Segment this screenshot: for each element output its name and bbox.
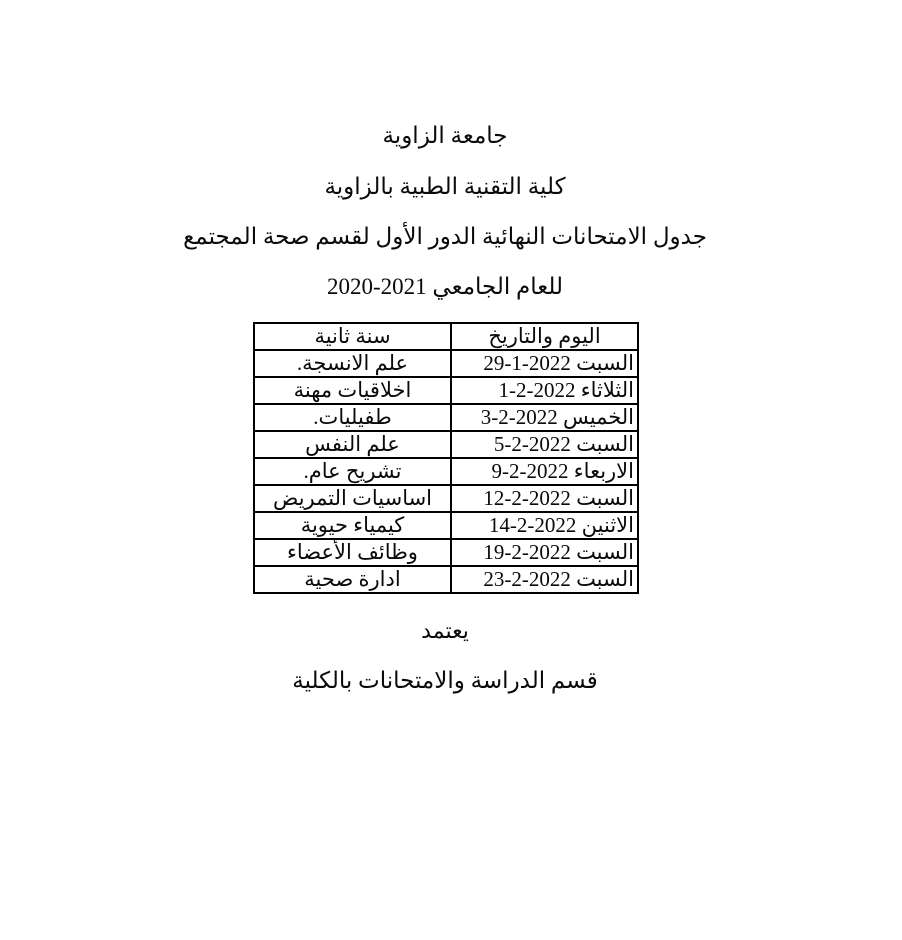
exam-date-cell: الاربعاء 2022-2-9 <box>451 458 638 485</box>
college-title: كلية التقنية الطبية بالزاوية <box>324 174 566 199</box>
exam-subject-cell: علم النفس <box>254 431 451 458</box>
exam-date-cell: الثلاثاء 2022-2-1 <box>451 377 638 404</box>
exam-schedule-table <box>253 322 639 594</box>
exam-subject-cell: تشريح عام. <box>254 458 451 485</box>
table-row <box>254 404 638 431</box>
exam-subject-cell: ادارة صحية <box>254 566 451 593</box>
table-row <box>254 512 638 539</box>
exam-date-cell: الخميس 2022-2-3 <box>451 404 638 431</box>
table-row <box>254 566 638 593</box>
department-signature-label: قسم الدراسة والامتحانات بالكلية <box>292 668 598 693</box>
exam-date-cell: السبت 2022-2-12 <box>451 485 638 512</box>
header-year-two: سنة ثانية <box>254 323 451 350</box>
exam-date-cell: السبت 2022-2-19 <box>451 539 638 566</box>
header-day-date: اليوم والتاريخ <box>451 323 638 350</box>
approval-label: يعتمد <box>421 618 469 643</box>
exam-subject-cell: اساسيات التمريض <box>254 485 451 512</box>
exam-subject-cell: طفيليات. <box>254 404 451 431</box>
exam-subject-cell: وظائف الأعضاء <box>254 539 451 566</box>
exam-date-cell: السبت 2022-2-5 <box>451 431 638 458</box>
exam-subject-cell: اخلاقيات مهنة <box>254 377 451 404</box>
exam-date-cell: السبت 2022-1-29 <box>451 350 638 377</box>
table-row <box>254 350 638 377</box>
exam-subject-cell: علم الانسجة. <box>254 350 451 377</box>
exam-date-cell: السبت 2022-2-23 <box>451 566 638 593</box>
exam-subject-cell: كيمياء حيوية <box>254 512 451 539</box>
academic-year-line: للعام الجامعي 2021-2020 <box>327 274 563 299</box>
university-title: جامعة الزاوية <box>382 123 508 148</box>
table-header-row <box>254 323 638 350</box>
table-row <box>254 485 638 512</box>
exam-date-cell: الاثنين 2022-2-14 <box>451 512 638 539</box>
table-row <box>254 431 638 458</box>
schedule-title: جدول الامتحانات النهائية الدور الأول لقسم صحة المجتمع <box>183 224 707 249</box>
table-row <box>254 539 638 566</box>
table-row <box>254 458 638 485</box>
table-row <box>254 377 638 404</box>
